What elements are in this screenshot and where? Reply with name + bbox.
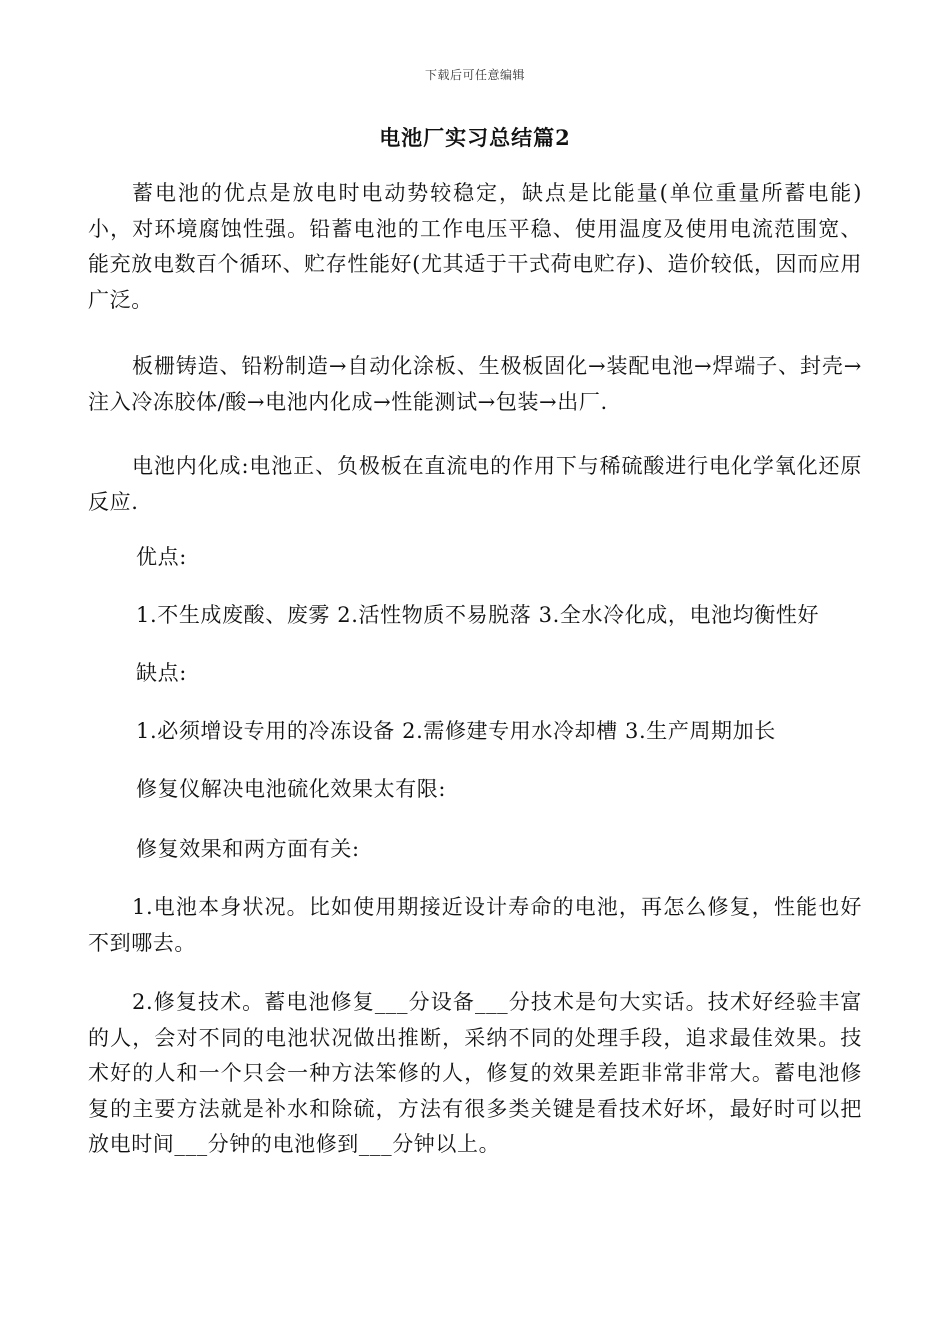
paragraph-advantages-heading: 优点: xyxy=(136,545,187,569)
paragraph-advantages-list: 1.不生成废酸、废雾 2.活性物质不易脱落 3.全水冷化成，电池均衡性好 xyxy=(136,603,820,627)
paragraph-repair-factors: 修复效果和两方面有关: xyxy=(136,837,360,861)
paragraph-repair-technique: 2.修复技术。蓄电池修复___分设备___分技术是句大实话。技术好经验丰富的人，会对不同的电池状况做出推断，采纳不同的处理手段，追求最佳效果。技术好的人和一个只会一种方法笨修的人，修复的效果差距非常非常大。蓄电池修复的主要方法就是补水和除硫，方法有很多类关键是看技术好坏，最好时可以把放电时间___分钟的电池修到___分钟以上。 xyxy=(88,990,862,1156)
paragraph-disadvantages-heading: 缺点: xyxy=(136,661,187,685)
paragraph-internal-formation: 电池内化成:电池正、负极板在直流电的作用下与稀硫酸进行电化学氧化还原反应. xyxy=(88,454,862,514)
header-note: 下载后可任意编辑 xyxy=(424,68,525,82)
paragraph-production-process: 板栅铸造、铅粉制造→自动化涂板、生极板固化→装配电池→焊端子、封壳→注入冷冻胶体/酸→电池内化成→性能测试→包装→出厂. xyxy=(88,354,862,414)
paragraph-repair-limited: 修复仪解决电池硫化效果太有限: xyxy=(136,777,447,801)
paragraph-battery-condition: 1.电池本身状况。比如使用期接近设计寿命的电池，再怎么修复，性能也好不到哪去。 xyxy=(88,895,862,955)
paragraph-battery-advantages: 蓄电池的优点是放电时电动势较稳定，缺点是比能量(单位重量所蓄电能)小，对环境腐蚀性强。铅蓄电池的工作电压平稳、使用温度及使用电流范围宽、能充放电数百个循环、贮存性能好(尤其适于干式荷电贮存)、造价较低，因而应用广泛。 xyxy=(88,181,862,312)
paragraph-disadvantages-list: 1.必须增设专用的冷冻设备 2.需修建专用水冷却槽 3.生产周期加长 xyxy=(136,719,776,743)
document-title: 电池厂实习总结篇2 xyxy=(379,125,571,150)
